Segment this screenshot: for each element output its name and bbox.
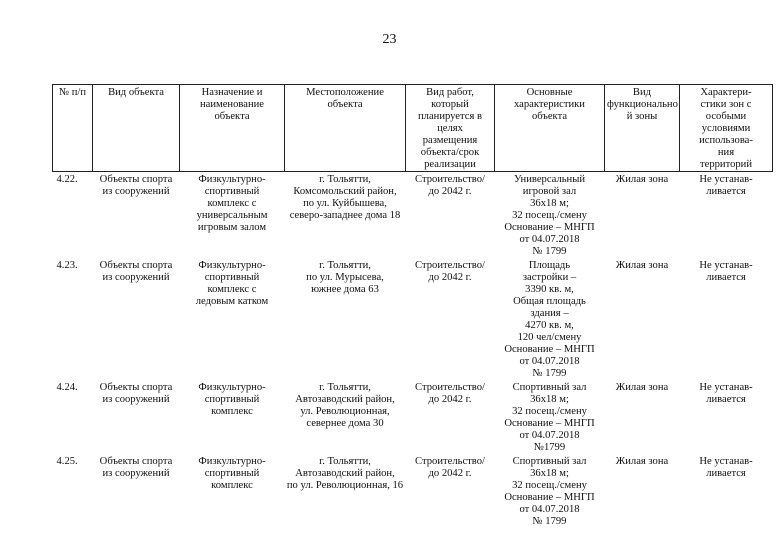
cell-line: функционально: [607, 99, 678, 110]
cell-line: от 04.07.2018: [519, 504, 580, 515]
cell-line: застройки –: [522, 272, 577, 283]
cell-line: 32 посещ./смену: [512, 406, 587, 417]
cell-line: из сооружений: [102, 186, 170, 197]
cell-line: от 04.07.2018: [519, 356, 580, 367]
purpose-cell: [180, 454, 285, 530]
header-work-type: [406, 85, 495, 172]
location-cell: [285, 454, 406, 530]
cell-line: 4.22.: [56, 174, 78, 185]
cell-line: по ул. Куйбышева,: [303, 198, 387, 209]
cell-line: г. Тольятти,: [319, 260, 371, 271]
cell-line: реализации: [424, 159, 476, 170]
cell-line: Жилая зона: [615, 456, 669, 467]
cell-line: спортивный: [204, 272, 260, 283]
cell-line: Спортивный зал: [512, 382, 587, 393]
cell-line: ния: [717, 147, 735, 158]
cell-line: 4.24.: [56, 382, 78, 393]
cell-line: Физкультурно-: [198, 174, 266, 185]
characteristics-cell: [495, 454, 605, 530]
location-cell: [285, 380, 406, 454]
cell-line: 32 посещ./смену: [512, 210, 587, 221]
cell-line: объекта: [327, 99, 363, 110]
cell-line: от 04.07.2018: [519, 234, 580, 245]
cell-line: № 1799: [532, 246, 567, 257]
cell-line: объекта: [531, 111, 568, 122]
cell-line: 36x18 м;: [530, 198, 569, 209]
zone-type-cell: [605, 258, 680, 380]
zone-type-cell: [605, 454, 680, 530]
cell-line: 36x18 м;: [530, 468, 569, 479]
cell-line: Объекты спорта: [99, 456, 173, 467]
cell-line: Физкультурно-: [198, 260, 266, 271]
cell-line: спортивный: [204, 394, 260, 405]
cell-line: 4.25.: [56, 456, 78, 467]
cell-line: Объекты спорта: [99, 382, 173, 393]
objects-table: [52, 84, 773, 530]
special-zones-cell: [680, 454, 773, 530]
cell-line: Жилая зона: [615, 174, 669, 185]
cell-line: 4.23.: [56, 260, 78, 271]
cell-line: ливается: [706, 186, 746, 197]
characteristics-cell: [495, 258, 605, 380]
cell-line: планируется в: [418, 111, 482, 122]
zone-type-cell: [605, 172, 680, 259]
work-type-cell: [406, 380, 495, 454]
cell-line: севернее дома 30: [306, 418, 384, 429]
cell-line: спортивный: [204, 468, 260, 479]
cell-line: № п/п: [58, 87, 87, 98]
cell-line: стики зон с: [700, 99, 752, 110]
cell-line: Физкультурно-: [198, 456, 266, 467]
cell-line: Автозаводский район,: [295, 468, 395, 479]
header-special-zones: [680, 85, 773, 172]
characteristics-cell: [495, 172, 605, 259]
object-type-cell: [93, 172, 180, 259]
location-cell: [285, 258, 406, 380]
cell-line: Не устанав-: [699, 456, 753, 467]
cell-line: условиями: [701, 123, 751, 134]
header-location: [285, 85, 406, 172]
cell-line: 4270 кв. м,: [525, 320, 574, 331]
cell-line: до 2042 г.: [428, 468, 472, 479]
cell-line: г. Тольятти,: [319, 174, 371, 185]
cell-line: Площадь: [528, 260, 571, 271]
cell-line: Основание – МНГП: [504, 222, 595, 233]
cell-line: Жилая зона: [615, 382, 669, 393]
cell-line: Основание – МНГП: [504, 418, 595, 429]
cell-line: ледовым катком: [195, 296, 269, 307]
table-row: [53, 380, 773, 454]
cell-line: комплекс: [211, 406, 253, 417]
cell-line: Строительство/: [415, 456, 485, 467]
table-row: [53, 258, 773, 380]
cell-line: из сооружений: [102, 394, 170, 405]
cell-line: Основание – МНГП: [504, 492, 595, 503]
object-type-cell: [93, 258, 180, 380]
work-type-cell: [406, 172, 495, 259]
cell-line: характеристики: [514, 99, 585, 110]
cell-line: Вид: [632, 87, 652, 98]
special-zones-cell: [680, 258, 773, 380]
row-number: [53, 172, 93, 259]
cell-line: Вид работ,: [426, 87, 474, 98]
cell-line: из сооружений: [102, 272, 170, 283]
cell-line: ливается: [706, 272, 746, 283]
cell-line: Основные: [526, 87, 573, 98]
cell-line: Назначение и: [201, 87, 263, 98]
cell-line: наименование: [199, 99, 265, 110]
cell-line: Не устанав-: [699, 260, 753, 271]
page-number: 23: [382, 32, 397, 47]
object-type-cell: [93, 454, 180, 530]
cell-line: до 2042 г.: [428, 186, 472, 197]
cell-line: особыми: [705, 111, 747, 122]
cell-line: комплекс с: [207, 198, 257, 209]
cell-line: Местоположение: [306, 87, 384, 98]
cell-line: Строительство/: [415, 260, 485, 271]
table-row: [53, 172, 773, 259]
cell-line: от 04.07.2018: [519, 430, 580, 441]
cell-line: Строительство/: [415, 382, 485, 393]
cell-line: игровой зал: [522, 186, 577, 197]
cell-line: й зоны: [626, 111, 658, 122]
cell-line: по ул. Революционная, 16: [286, 480, 404, 491]
cell-line: Вид объекта: [108, 87, 164, 98]
cell-line: до 2042 г.: [428, 272, 472, 283]
cell-line: №1799: [533, 442, 566, 453]
cell-line: размещения: [422, 135, 478, 146]
cell-line: объекта/срок: [420, 147, 480, 158]
cell-line: здания –: [530, 308, 569, 319]
cell-line: территорий: [699, 159, 753, 170]
cell-line: комплекс с: [207, 284, 257, 295]
cell-line: по ул. Мурысева,: [306, 272, 384, 283]
cell-line: № 1799: [532, 516, 567, 527]
cell-line: Спортивный зал: [512, 456, 587, 467]
purpose-cell: [180, 258, 285, 380]
cell-line: игровым залом: [197, 222, 267, 233]
cell-line: южнее дома 63: [311, 284, 379, 295]
cell-line: Комсомольский район,: [293, 186, 397, 197]
cell-line: комплекс: [211, 480, 253, 491]
cell-line: ул. Революционная,: [300, 406, 390, 417]
row-number: [53, 258, 93, 380]
cell-line: 120 чел/смену: [517, 332, 582, 343]
header-purpose: [180, 85, 285, 172]
cell-line: Автозаводский район,: [295, 394, 395, 405]
cell-line: ливается: [706, 468, 746, 479]
purpose-cell: [180, 380, 285, 454]
cell-line: Физкультурно-: [198, 382, 266, 393]
work-type-cell: [406, 258, 495, 380]
cell-line: 36x18 м;: [530, 394, 569, 405]
cell-line: г. Тольятти,: [319, 382, 371, 393]
cell-line: 3390 кв. м,: [525, 284, 574, 295]
cell-line: Объекты спорта: [99, 174, 173, 185]
cell-line: № 1799: [532, 368, 567, 379]
header-number: [53, 85, 93, 172]
cell-line: Строительство/: [415, 174, 485, 185]
purpose-cell: [180, 172, 285, 259]
header-characteristics: [495, 85, 605, 172]
cell-line: Не устанав-: [699, 382, 753, 393]
cell-line: из сооружений: [102, 468, 170, 479]
cell-line: который: [431, 99, 469, 110]
cell-line: целях: [437, 123, 463, 134]
cell-line: Общая площадь: [513, 296, 586, 307]
header-zone-type: [605, 85, 680, 172]
work-type-cell: [406, 454, 495, 530]
cell-line: Основание – МНГП: [504, 344, 595, 355]
cell-line: универсальным: [196, 210, 268, 221]
object-type-cell: [93, 380, 180, 454]
header-object-type: [93, 85, 180, 172]
cell-line: северо-западнее дома 18: [289, 210, 401, 221]
cell-line: объекта: [214, 111, 250, 122]
cell-line: Не устанав-: [699, 174, 753, 185]
cell-line: до 2042 г.: [428, 394, 472, 405]
characteristics-cell: [495, 380, 605, 454]
location-cell: [285, 172, 406, 259]
special-zones-cell: [680, 172, 773, 259]
cell-line: ливается: [706, 394, 746, 405]
cell-line: г. Тольятти,: [319, 456, 371, 467]
cell-line: 32 посещ./смену: [512, 480, 587, 491]
special-zones-cell: [680, 380, 773, 454]
cell-line: использова-: [699, 135, 753, 146]
zone-type-cell: [605, 380, 680, 454]
cell-line: Объекты спорта: [99, 260, 173, 271]
table-header-row: [53, 85, 773, 172]
cell-line: спортивный: [204, 186, 260, 197]
cell-line: Универсальный: [513, 174, 586, 185]
row-number: [53, 454, 93, 530]
row-number: [53, 380, 93, 454]
cell-line: Жилая зона: [615, 260, 669, 271]
table-row: [53, 454, 773, 530]
cell-line: Характери-: [700, 87, 752, 98]
